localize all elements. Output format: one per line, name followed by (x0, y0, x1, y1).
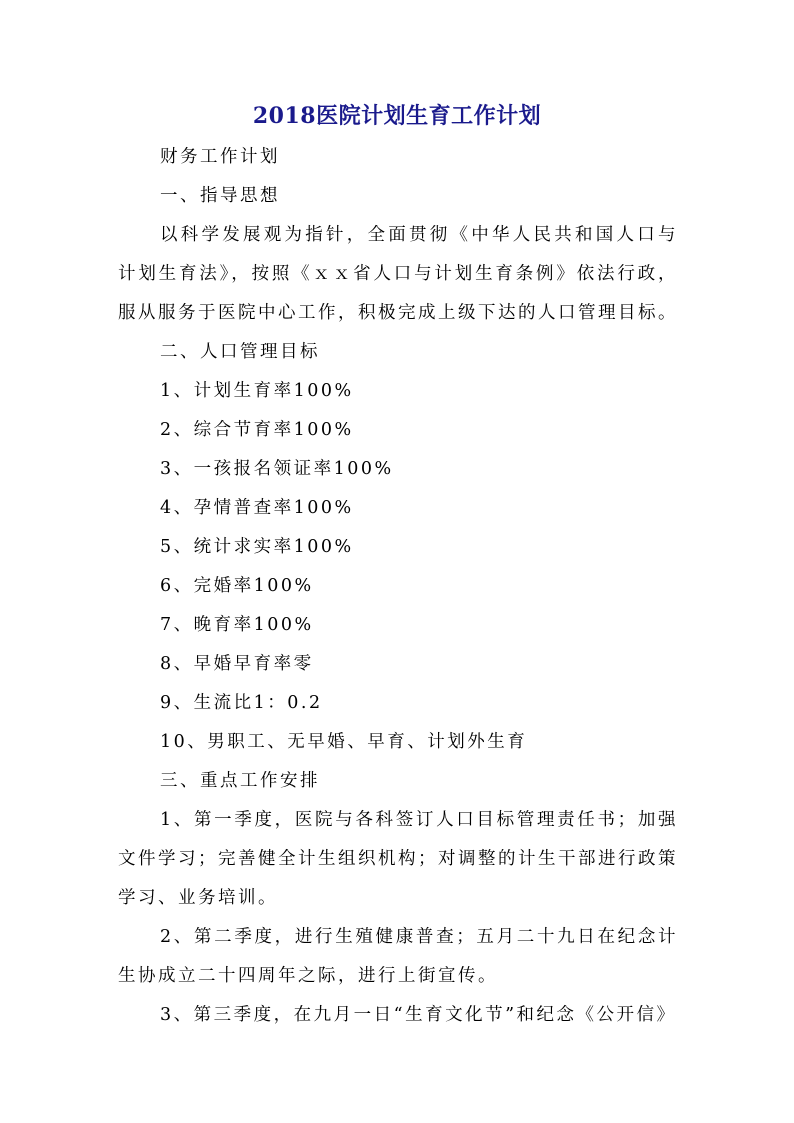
paragraph-guiding-thought: 以科学发展观为指针，全面贯彻《中华人民共和国人口与计划生育法》，按照《ｘｘ省人口与计划生育条例》依法行政，服从服务于医院中心工作，积极完成上级下达的人口管理目标。 (118, 225, 678, 323)
paragraph-heading-key-work: 三、重点工作安排 (160, 771, 320, 791)
list-item-target-9: 9、生流比1：0.2 (160, 693, 323, 713)
list-item-target-7: 7、晚育率100% (160, 615, 314, 635)
list-item-target-8: 8、早婚早育率零 (160, 654, 314, 674)
document-body (118, 138, 678, 1035)
list-item-target-2: 2、综合节育率100% (160, 420, 354, 440)
list-item-target-3: 3、一孩报名领证率100% (160, 459, 394, 479)
paragraph-key-work-q3: 3、第三季度，在九月一日“生育文化节”和纪念《公开信》 (160, 1005, 677, 1025)
list-item-target-6: 6、完婚率100% (160, 576, 314, 596)
list-item-target-1: 1、计划生育率100% (160, 381, 354, 401)
paragraph-heading-guiding-thought: 一、指导思想 (160, 186, 280, 206)
list-item-target-4: 4、孕情普查率100% (160, 498, 354, 518)
document-title: 2018医院计划生育工作计划 (252, 103, 542, 129)
paragraph-subtitle: 财务工作计划 (160, 147, 280, 167)
list-item-target-5: 5、统计求实率100% (160, 537, 354, 557)
paragraph-key-work-q2: 2、第二季度，进行生殖健康普查；五月二十九日在纪念计生协成立二十四周年之际，进行上街宣传。 (118, 927, 678, 986)
list-item-target-10: 10、男职工、无早婚、早育、计划外生育 (160, 732, 528, 752)
paragraph-heading-targets: 二、人口管理目标 (160, 342, 320, 362)
paragraph-key-work-q1: 1、第一季度，医院与各科签订人口目标管理责任书；加强文件学习；完善健全计生组织机构；对调整的计生干部进行政策学习、业务培训。 (118, 810, 678, 908)
